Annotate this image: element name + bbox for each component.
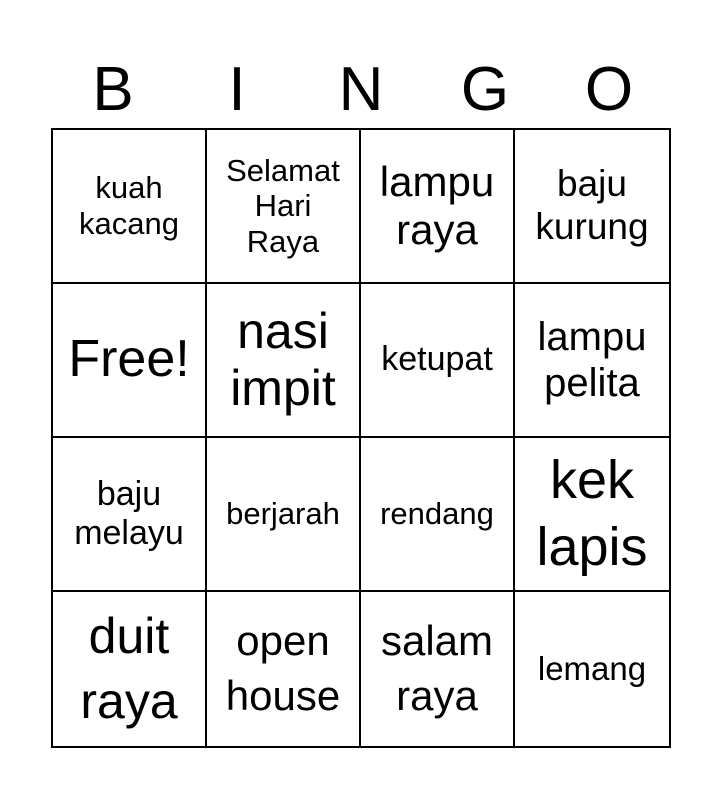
header-letter-b: B [92,55,134,124]
bingo-cell-text: baju melayu [74,474,184,552]
bingo-cell-2[interactable] [207,130,361,284]
bingo-cell-free[interactable] [53,284,207,438]
bingo-cell-text: Free! [68,330,190,389]
bingo-cell-text: ketupat [381,340,493,379]
bingo-cell-9[interactable] [53,438,207,592]
bingo-cell-16[interactable] [515,592,669,746]
bingo-cell-13[interactable] [53,592,207,746]
bingo-cell-text: duit raya [80,608,178,729]
header-letter-o: O [584,55,634,124]
bingo-cell-3[interactable] [361,130,515,284]
bingo-cell-10[interactable] [207,438,361,592]
bingo-cell-15[interactable] [361,592,515,746]
bingo-cell-text: salam raya [380,617,494,719]
bingo-cell-7[interactable] [361,284,515,438]
bingo-board [51,128,671,748]
bingo-cell-1[interactable] [53,130,207,284]
bingo-cell-text: open house [225,617,341,719]
bingo-cell-6[interactable] [207,284,361,438]
bingo-cell-text: lampu pelita [537,315,647,405]
bingo-cell-text: rendang [380,496,494,532]
bingo-cell-text: berjarah [226,496,340,532]
bingo-cell-text: lemang [537,650,647,688]
bingo-cell-14[interactable] [207,592,361,746]
header-letter-i: I [228,55,246,124]
bingo-cell-4[interactable] [515,130,669,284]
bingo-cell-8[interactable] [515,284,669,438]
bingo-cell-text: nasi impit [230,302,336,416]
bingo-cell-text: Selamat Hari Raya [226,152,340,259]
bingo-cell-text: kek lapis [536,449,648,577]
bingo-cell-text: lampu raya [379,157,495,253]
bingo-header [51,52,671,128]
bingo-cell-11[interactable] [361,438,515,592]
bingo-cell-12[interactable] [515,438,669,592]
header-letter-n: N [338,55,384,124]
header-letter-g: G [460,55,510,124]
bingo-cell-text: baju kurung [535,163,649,247]
bingo-cell-text: kuah kacang [79,170,179,241]
